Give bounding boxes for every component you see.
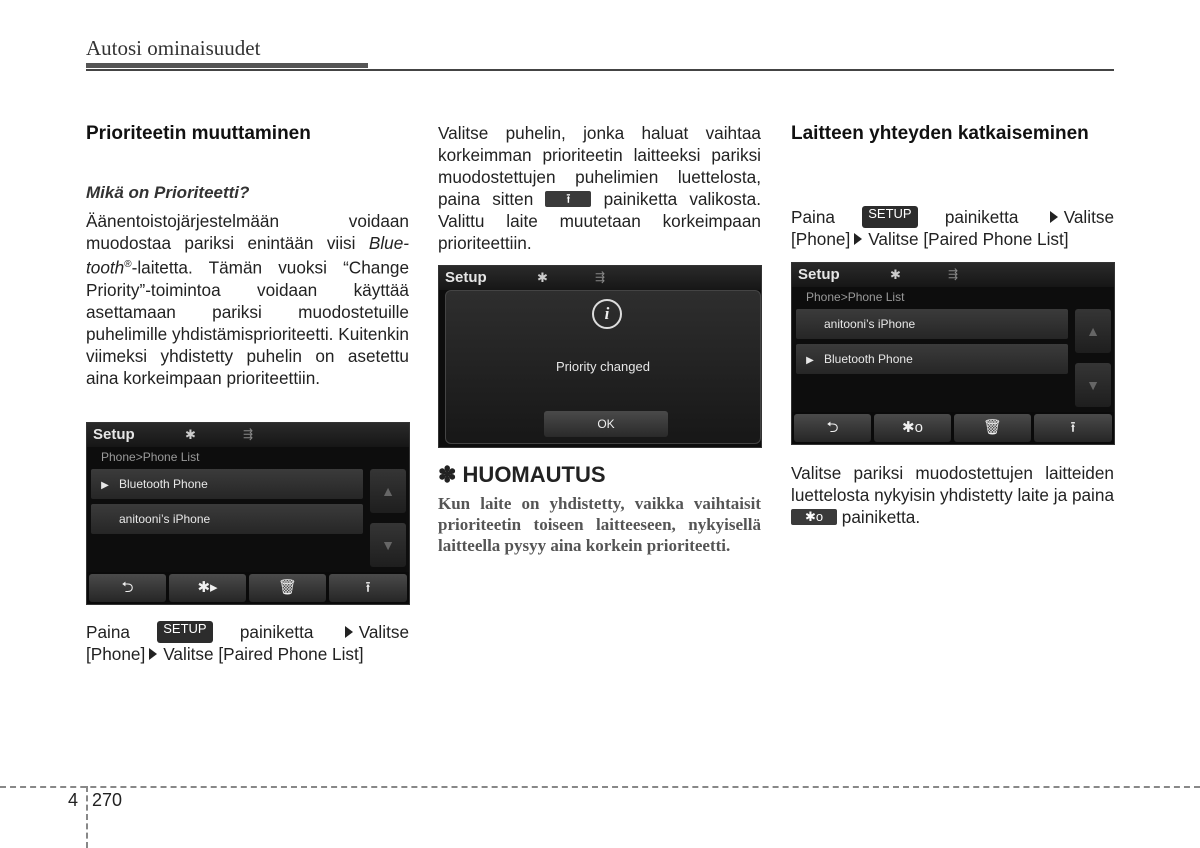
screen-top-bar: [87, 423, 409, 447]
scroll-down-button[interactable]: ▼: [1075, 363, 1111, 407]
bluetooth-icon: ✱: [185, 427, 196, 442]
delete-button[interactable]: 🗑: [954, 414, 1031, 442]
phone-list-row[interactable]: [796, 309, 1068, 339]
outro-text-b: painiketta.: [841, 507, 921, 527]
setup-key-chip: SETUP: [862, 206, 917, 228]
back-button[interactable]: ⮌: [89, 574, 166, 602]
phone-list-row[interactable]: [91, 504, 363, 534]
usb-icon: ⇶: [243, 427, 254, 441]
screen-title: Setup: [93, 426, 135, 443]
phone-name: Bluetooth Phone: [119, 477, 208, 491]
note-body: Kun laite on yhdistetty, vaikka vaihtaisit prioriteetin toiseen laitteeseen, nykyisellä laitteella pysyy aina korkein prioriteetti.: [438, 494, 761, 555]
selected-marker-icon: ▶: [806, 355, 814, 366]
priority-button[interactable]: ⭱: [329, 574, 407, 602]
footer-divider: [86, 786, 88, 848]
screen-top-bar: [439, 266, 761, 290]
instr-paired-list: Valitse [Paired Phone List]: [868, 229, 1069, 249]
arrow-right-icon: [149, 648, 157, 660]
priority-popup: [445, 290, 761, 444]
note-title: ✽ HUOMAUTUS: [438, 462, 606, 487]
instr-painiketta: painiketta: [239, 622, 314, 642]
bluetooth-connect-button[interactable]: ✱▸: [169, 574, 246, 602]
bluetooth-disconnect-icon: ✱o: [791, 509, 837, 525]
header-rule: [86, 69, 1114, 71]
phone-name: anitooni’s iPhone: [119, 512, 211, 526]
instr-paina: Paina: [791, 207, 835, 227]
instr-paired-list: Valitse [Paired Phone List]: [163, 644, 364, 664]
screen-top-bar: [792, 263, 1114, 287]
phone-list-row[interactable]: [796, 344, 1068, 374]
arrow-right-icon: [1050, 211, 1058, 223]
screen-breadcrumb: Phone>Phone List: [806, 290, 905, 304]
bluetooth-disconnect-button[interactable]: ✱o: [874, 414, 951, 442]
subheading-what-is-priority: Mikä on Prioriteetti?: [86, 183, 250, 202]
outro-text-a: Valitse pariksi muodostettujen laitteiden luettelosta nykyisin yhdistetty laite ja paina: [791, 463, 1114, 505]
screen-button-bar: [87, 572, 409, 604]
priority-text-a: Äänentoistojärjestelmään voidaan muodostaa pariksi enintään viisi: [86, 211, 409, 253]
ok-button[interactable]: OK: [544, 411, 668, 437]
screen-breadcrumb: Phone>Phone List: [101, 450, 200, 464]
phone-name: anitooni’s iPhone: [824, 317, 916, 331]
instr-valitse: Valitse: [358, 622, 409, 642]
scroll-up-button[interactable]: ▲: [1075, 309, 1111, 353]
intro-text-b: painiketta valikosta. Valittu laite muutetaan korkeimpaan prioriteettiin.: [438, 189, 761, 253]
registered-mark: ®: [124, 259, 132, 270]
scroll-up-button[interactable]: ▲: [370, 469, 406, 513]
page-number: 270: [92, 790, 123, 810]
scroll-down-button[interactable]: ▼: [370, 523, 406, 567]
instruction-col1: [86, 621, 409, 665]
setup-key-chip: SETUP: [157, 621, 212, 643]
header-accent-bar: [86, 63, 368, 68]
instr-phone: [Phone]: [791, 229, 851, 249]
priority-up-icon: ⭱: [545, 191, 591, 207]
screen-button-bar: [792, 412, 1114, 444]
instruction-col3: [791, 206, 1114, 250]
disconnect-instruction: [791, 462, 1114, 528]
screen-phone-list-2: [791, 262, 1115, 445]
section-heading-disconnect: Laitteen yhteyden katkaiseminen: [791, 123, 1089, 144]
usb-icon: ⇶: [595, 270, 606, 284]
bluetooth-icon: ✱: [537, 270, 548, 285]
instr-painiketta: painiketta: [944, 207, 1019, 227]
intro-text-a: Valitse puhelin, jonka haluat vaihtaa korkeimman prioriteetin laitteeksi pariksi muodostettujen puhelimien luettelosta, paina sitten: [438, 123, 761, 209]
selected-marker-icon: ▶: [101, 480, 109, 491]
delete-button[interactable]: 🗑: [249, 574, 326, 602]
phone-list-row[interactable]: [91, 469, 363, 499]
phone-name: Bluetooth Phone: [824, 352, 913, 366]
instr-paina: Paina: [86, 622, 130, 642]
instr-valitse: Valitse: [1063, 207, 1114, 227]
popup-message: Priority changed: [556, 359, 650, 374]
chapter-number: 4: [68, 790, 79, 810]
arrow-right-icon: [345, 626, 353, 638]
priority-text-d: -laitetta. Tämän vuoksi “Change Priority”-toimintoa voidaan käyttää asettamaan pariksi muodostetuille puhelimille yhdistämisprioriteetti. Kuitenkin viimeksi yhdistetty puhelin on asetettu aina korkeimpaan prioriteettiin.: [86, 257, 409, 388]
screen-title: Setup: [445, 269, 487, 286]
section-heading-priority: Prioriteetin muuttaminen: [86, 123, 311, 144]
select-phone-instruction: [438, 122, 761, 254]
instr-phone: [Phone]: [86, 644, 146, 664]
back-button[interactable]: ⮌: [794, 414, 871, 442]
screen-title: Setup: [798, 266, 840, 283]
bluetooth-icon: ✱: [890, 267, 901, 282]
arrow-right-icon: [854, 233, 862, 245]
footer-rule: [0, 786, 1200, 788]
priority-text-bluetooth: Blue-tooth: [86, 233, 409, 278]
usb-icon: ⇶: [948, 267, 959, 281]
running-header: Autosi ominaisuudet: [86, 36, 261, 60]
priority-explanation: [86, 210, 409, 389]
screen-phone-list-1: [86, 422, 410, 605]
info-icon: i: [592, 299, 622, 329]
screen-priority-changed: [438, 265, 762, 448]
priority-button[interactable]: ⭱: [1034, 414, 1112, 442]
